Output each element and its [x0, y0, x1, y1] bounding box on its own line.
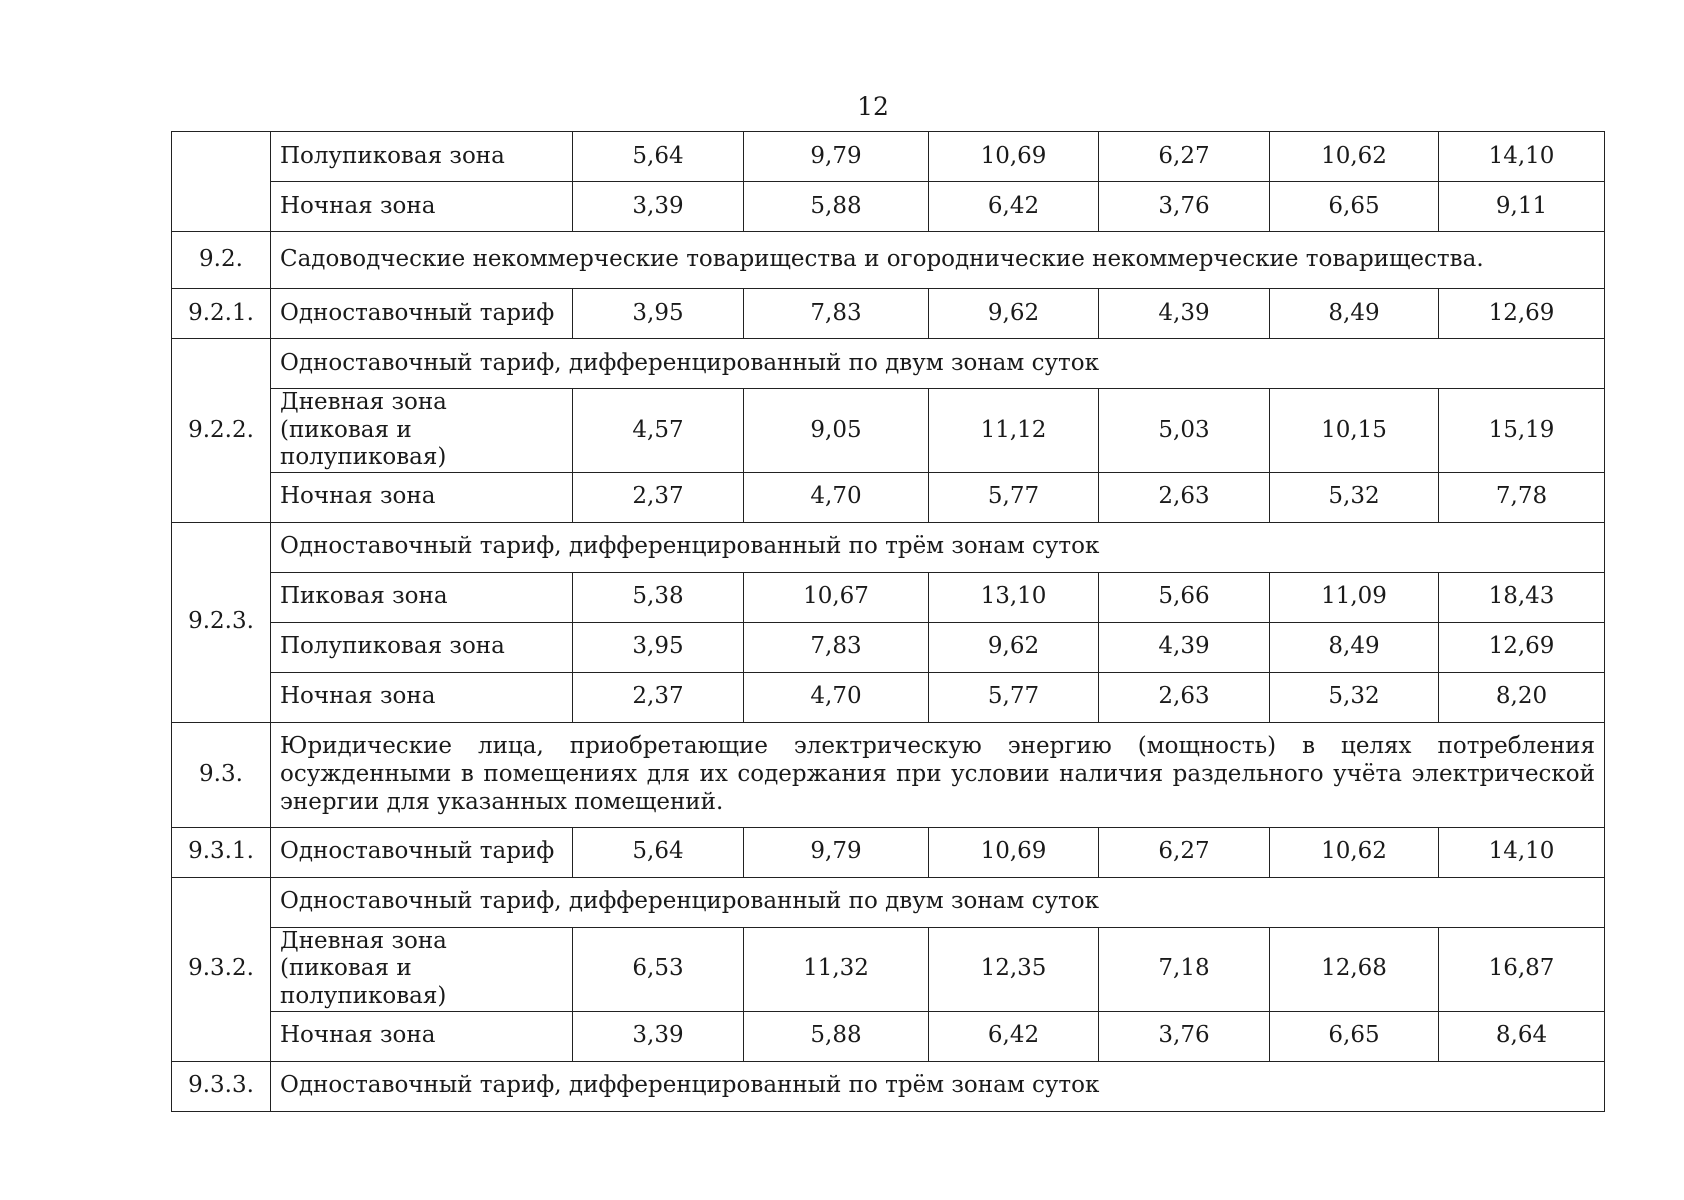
- table-row: [172, 339, 1605, 389]
- row-code: 9.2.: [172, 232, 271, 289]
- zone-label: Ночная зона: [271, 472, 573, 522]
- table-row: [172, 672, 1605, 722]
- tariff-value: 10,69: [929, 132, 1099, 182]
- tariff-value: 14,10: [1439, 132, 1605, 182]
- tariff-value: 16,87: [1439, 927, 1605, 1011]
- tariff-value: 12,69: [1439, 289, 1605, 339]
- tariff-value: 9,79: [744, 132, 929, 182]
- table-row: [172, 522, 1605, 572]
- tariff-value: 3,39: [573, 182, 744, 232]
- tariff-value: 5,03: [1099, 389, 1270, 473]
- table-row: [172, 927, 1605, 1011]
- table-row: [172, 827, 1605, 877]
- tariff-value: 5,38: [573, 572, 744, 622]
- tariff-label: Одноставочный тариф: [271, 289, 573, 339]
- tariff-value: 6,53: [573, 927, 744, 1011]
- zone-label: Полупиковая зона: [271, 622, 573, 672]
- tariff-subheader: Одноставочный тариф, дифференцированный по трём зонам суток: [271, 1061, 1605, 1111]
- row-code: 9.3.2.: [172, 877, 271, 1061]
- tariff-value: 3,95: [573, 622, 744, 672]
- tariff-value: 4,57: [573, 389, 744, 473]
- section-title: Юридические лица, приобретающие электрическую энергию (мощность) в целях потребления осужденными в помещениях для их содержания при условии наличия раздельного учёта электрической энергии для указанных помещений.: [271, 722, 1605, 827]
- section-title: Садоводческие некоммерческие товарищества и огороднические некоммерческие товарищества.: [271, 232, 1605, 289]
- tariff-value: 2,63: [1099, 672, 1270, 722]
- tariff-value: 6,42: [929, 1011, 1099, 1061]
- tariff-value: 4,39: [1099, 289, 1270, 339]
- tariff-value: 13,10: [929, 572, 1099, 622]
- tariff-value: 7,83: [744, 622, 929, 672]
- tariff-value: 4,39: [1099, 622, 1270, 672]
- table-row: [172, 1011, 1605, 1061]
- tariff-value: 4,70: [744, 672, 929, 722]
- table-row: [172, 132, 1605, 182]
- tariff-label: Одноставочный тариф: [271, 827, 573, 877]
- tariff-subheader: Одноставочный тариф, дифференцированный по трём зонам суток: [271, 522, 1605, 572]
- tariff-value: 5,64: [573, 132, 744, 182]
- row-code: 9.2.2.: [172, 339, 271, 523]
- table-row: [172, 877, 1605, 927]
- zone-label: Дневная зона (пиковая и полупиковая): [271, 927, 573, 1011]
- tariff-value: 6,65: [1270, 182, 1439, 232]
- tariff-value: 6,27: [1099, 132, 1270, 182]
- zone-label: Ночная зона: [271, 1011, 573, 1061]
- tariff-value: 3,76: [1099, 182, 1270, 232]
- tariff-value: 9,79: [744, 827, 929, 877]
- page-number: 12: [857, 92, 889, 121]
- row-code: 9.2.1.: [172, 289, 271, 339]
- tariff-subheader: Одноставочный тариф, дифференцированный по двум зонам суток: [271, 877, 1605, 927]
- tariff-value: 8,49: [1270, 289, 1439, 339]
- table-row: [172, 622, 1605, 672]
- row-code: [172, 132, 271, 232]
- tariff-value: 8,49: [1270, 622, 1439, 672]
- tariff-value: 11,12: [929, 389, 1099, 473]
- tariff-value: 7,78: [1439, 472, 1605, 522]
- zone-label: Пиковая зона: [271, 572, 573, 622]
- tariff-subheader: Одноставочный тариф, дифференцированный по двум зонам суток: [271, 339, 1605, 389]
- tariff-value: 2,37: [573, 472, 744, 522]
- tariff-value: 5,32: [1270, 472, 1439, 522]
- tariff-value: 9,05: [744, 389, 929, 473]
- tariff-value: 12,35: [929, 927, 1099, 1011]
- row-code: 9.3.1.: [172, 827, 271, 877]
- tariff-value: 6,65: [1270, 1011, 1439, 1061]
- tariff-value: 12,68: [1270, 927, 1439, 1011]
- tariff-value: 11,09: [1270, 572, 1439, 622]
- tariff-value: 5,88: [744, 182, 929, 232]
- tariff-value: 8,20: [1439, 672, 1605, 722]
- table-row: [172, 289, 1605, 339]
- tariff-value: 11,32: [744, 927, 929, 1011]
- tariff-value: 5,66: [1099, 572, 1270, 622]
- table-row: [172, 572, 1605, 622]
- tariff-value: 9,62: [929, 289, 1099, 339]
- table-row: [172, 472, 1605, 522]
- tariff-value: 9,62: [929, 622, 1099, 672]
- tariff-value: 14,10: [1439, 827, 1605, 877]
- zone-label: Дневная зона (пиковая и полупиковая): [271, 389, 573, 473]
- tariff-value: 7,83: [744, 289, 929, 339]
- tariff-value: 15,19: [1439, 389, 1605, 473]
- row-code: 9.2.3.: [172, 522, 271, 722]
- table-row: [172, 1061, 1605, 1111]
- tariff-value: 5,77: [929, 672, 1099, 722]
- tariff-value: 8,64: [1439, 1011, 1605, 1061]
- tariff-table: [171, 131, 1605, 1112]
- zone-label: Ночная зона: [271, 182, 573, 232]
- tariff-value: 10,62: [1270, 132, 1439, 182]
- tariff-value: 7,18: [1099, 927, 1270, 1011]
- tariff-value: 10,67: [744, 572, 929, 622]
- tariff-value: 5,88: [744, 1011, 929, 1061]
- table-row: [172, 722, 1605, 827]
- tariff-value: 6,42: [929, 182, 1099, 232]
- tariff-value: 6,27: [1099, 827, 1270, 877]
- tariff-value: 5,77: [929, 472, 1099, 522]
- zone-label: Полупиковая зона: [271, 132, 573, 182]
- tariff-value: 3,95: [573, 289, 744, 339]
- table-row: [172, 182, 1605, 232]
- tariff-value: 3,76: [1099, 1011, 1270, 1061]
- tariff-value: 9,11: [1439, 182, 1605, 232]
- tariff-value: 4,70: [744, 472, 929, 522]
- row-code: 9.3.3.: [172, 1061, 271, 1111]
- tariff-value: 5,32: [1270, 672, 1439, 722]
- tariff-value: 12,69: [1439, 622, 1605, 672]
- row-code: 9.3.: [172, 722, 271, 827]
- zone-label: Ночная зона: [271, 672, 573, 722]
- table-row: [172, 389, 1605, 473]
- tariff-value: 10,15: [1270, 389, 1439, 473]
- table-row: [172, 232, 1605, 289]
- tariff-value: 10,69: [929, 827, 1099, 877]
- tariff-value: 5,64: [573, 827, 744, 877]
- tariff-value: 2,37: [573, 672, 744, 722]
- tariff-value: 18,43: [1439, 572, 1605, 622]
- tariff-value: 3,39: [573, 1011, 744, 1061]
- tariff-value: 2,63: [1099, 472, 1270, 522]
- tariff-value: 10,62: [1270, 827, 1439, 877]
